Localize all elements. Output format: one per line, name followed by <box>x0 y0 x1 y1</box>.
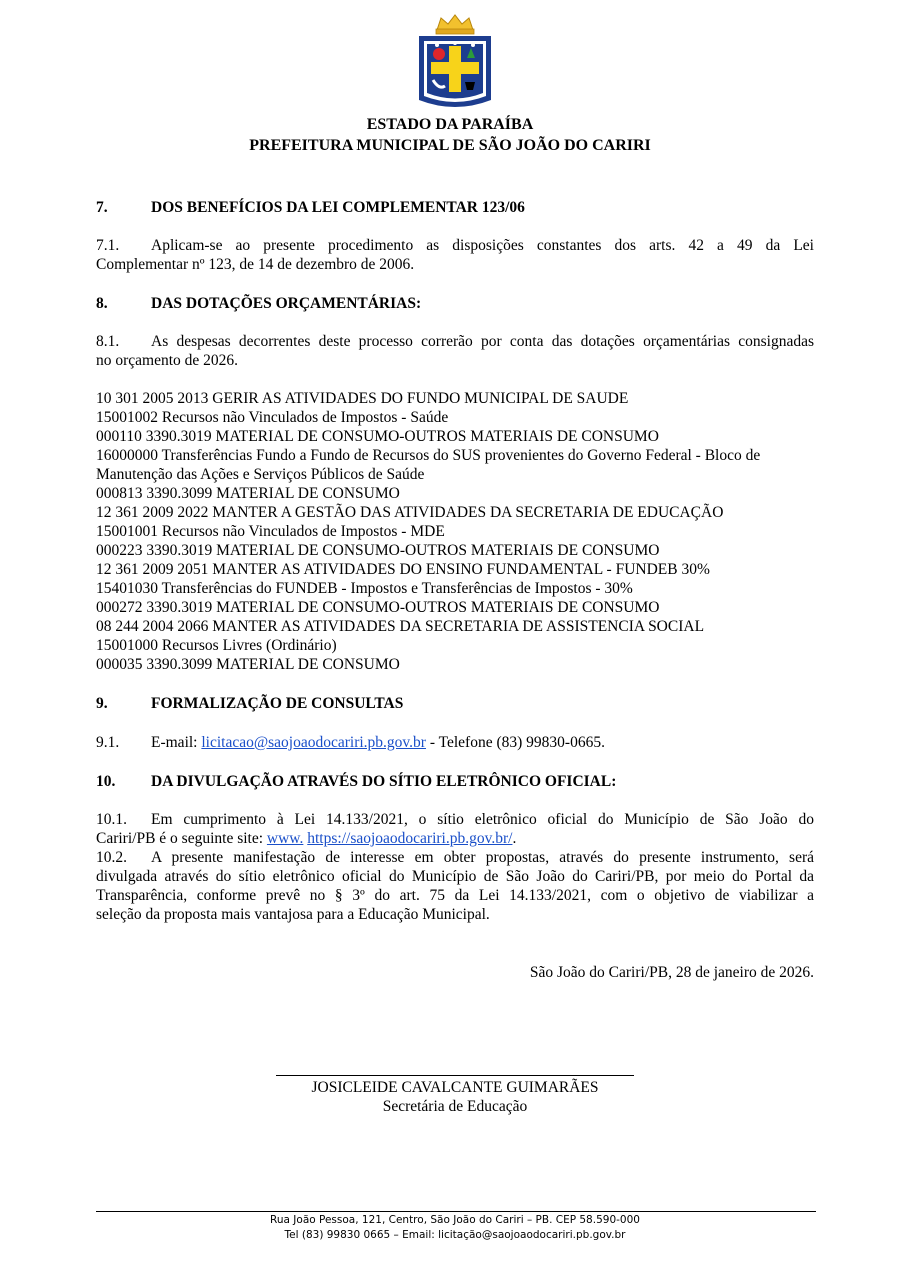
email-label: E-mail: <box>151 734 198 751</box>
paragraph-8-1-line <box>96 332 814 351</box>
signer-name: JOSICLEIDE CAVALCANTE GUIMARÃES <box>311 1079 599 1096</box>
paragraph-number: 7.1. <box>96 237 120 254</box>
paragraph-10-2-line: Transparência, conforme prevê no § 3º do art. 75 da Lei 14.133/2021, com o objetivo de viabilizar a <box>96 887 814 904</box>
budget-line: 10 301 2005 2013 GERIR AS ATIVIDADES DO FUNDO MUNICIPAL DE SAUDE <box>96 390 629 407</box>
section-7-heading <box>96 198 814 217</box>
paragraph-number: 10.2. <box>96 849 127 866</box>
paragraph-10-2-line: seleção da proposta mais vantajosa para a Educação Municipal. <box>96 906 490 923</box>
website-link-www[interactable]: www. <box>266 830 304 847</box>
municipal-coat-of-arms <box>415 12 495 112</box>
budget-line: 12 361 2009 2051 MANTER AS ATIVIDADES DO ENSINO FUNDAMENTAL - FUNDEB 30% <box>96 561 710 578</box>
section-number: 10. <box>96 773 116 790</box>
budget-line: 000272 3390.3019 MATERIAL DE CONSUMO-OUTROS MATERIAIS DE CONSUMO <box>96 599 660 616</box>
section-9-heading <box>96 694 814 713</box>
paragraph-text: As despesas decorrentes deste processo correrão por conta das dotações orçamentárias consignadas <box>151 333 814 350</box>
budget-line: 000110 3390.3019 MATERIAL DE CONSUMO-OUTROS MATERIAIS DE CONSUMO <box>96 428 659 445</box>
paragraph-number: 9.1. <box>96 734 120 751</box>
section-number: 7. <box>96 199 108 216</box>
crown-icon <box>436 15 474 34</box>
paragraph-10-2-line: divulgada através do sítio eletrônico oficial do Município de São João do Cariri/PB, por meio do Portal da <box>96 868 814 885</box>
paragraph-10-1-line <box>96 829 814 848</box>
footer-contact: Tel (83) 99830 0665 – Email: licitação@saojoaodocariri.pb.gov.br <box>284 1229 626 1241</box>
header-municipality: PREFEITURA MUNICIPAL DE SÃO JOÃO DO CARIRI <box>249 137 651 154</box>
budget-line: Manutenção das Ações e Serviços Públicos de Saúde <box>96 466 425 483</box>
paragraph-7-1-line: Complementar nº 123, de 14 de dezembro de 2006. <box>96 256 415 273</box>
section-title: FORMALIZAÇÃO DE CONSULTAS <box>151 695 404 712</box>
paragraph-text: Cariri/PB é o seguinte site: <box>96 830 264 847</box>
section-10-heading <box>96 772 814 791</box>
signer-role: Secretária de Educação <box>382 1098 528 1115</box>
section-8-heading <box>96 294 814 313</box>
section-number: 9. <box>96 695 108 712</box>
phone-text: - Telefone (83) 99830-0665. <box>429 734 605 751</box>
paragraph-10-2-line <box>96 848 814 867</box>
budget-line: 15401030 Transferências do FUNDEB - Impostos e Transferências de Impostos - 30% <box>96 580 633 597</box>
budget-line: 08 244 2004 2066 MANTER AS ATIVIDADES DA SECRETARIA DE ASSISTENCIA SOCIAL <box>96 618 705 635</box>
budget-line: 000035 3390.3099 MATERIAL DE CONSUMO <box>96 656 400 673</box>
section-title: DAS DOTAÇÕES ORÇAMENTÁRIAS: <box>151 295 422 312</box>
budget-line: 000223 3390.3019 MATERIAL DE CONSUMO-OUTROS MATERIAIS DE CONSUMO <box>96 542 660 559</box>
section-title: DOS BENEFÍCIOS DA LEI COMPLEMENTAR 123/06 <box>151 199 525 216</box>
section-title: DA DIVULGAÇÃO ATRAVÉS DO SÍTIO ELETRÔNICO OFICIAL: <box>151 773 617 790</box>
place-date: São João do Cariri/PB, 28 de janeiro de 2026. <box>529 964 814 981</box>
budget-line: 16000000 Transferências Fundo a Fundo de Recursos do SUS provenientes do Governo Federal - Bloco de <box>96 447 761 464</box>
paragraph-text: Aplicam-se ao presente procedimento as disposições constantes dos arts. 42 a 49 da Lei <box>151 237 814 254</box>
paragraph-text: Em cumprimento à Lei 14.133/2021, o sítio eletrônico oficial do Município de São João do <box>151 811 814 828</box>
paragraph-number: 10.1. <box>96 811 127 828</box>
section-number: 8. <box>96 295 108 312</box>
footer-address: Rua João Pessoa, 121, Centro, São João do Cariri – PB. CEP 58.590-000 <box>270 1214 640 1226</box>
paragraph-9-1 <box>96 733 814 752</box>
paragraph-7-1-line <box>96 236 814 255</box>
shield-icon <box>419 36 491 107</box>
budget-line: 15001000 Recursos Livres (Ordinário) <box>96 637 337 654</box>
paragraph-text: A presente manifestação de interesse em obter propostas, através do presente instrumento, será <box>151 849 814 866</box>
signature-line <box>276 1075 634 1076</box>
paragraph-text: . <box>512 830 517 847</box>
budget-line: 000813 3390.3099 MATERIAL DE CONSUMO <box>96 485 400 502</box>
budget-line: 15001002 Recursos não Vinculados de Impostos - Saúde <box>96 409 449 426</box>
paragraph-8-1-line: no orçamento de 2026. <box>96 352 239 369</box>
paragraph-10-1-line <box>96 810 814 829</box>
email-link[interactable]: licitacao@saojoaodocariri.pb.gov.br <box>201 734 426 751</box>
budget-line: 12 361 2009 2022 MANTER A GESTÃO DAS ATIVIDADES DA SECRETARIA DE EDUCAÇÃO <box>96 504 724 521</box>
footer-divider <box>96 1211 816 1212</box>
budget-line: 15001001 Recursos não Vinculados de Impostos - MDE <box>96 523 445 540</box>
website-link[interactable]: https://saojoaodocariri.pb.gov.br/ <box>307 830 513 847</box>
header-state: ESTADO DA PARAÍBA <box>366 116 534 133</box>
paragraph-number: 8.1. <box>96 333 120 350</box>
